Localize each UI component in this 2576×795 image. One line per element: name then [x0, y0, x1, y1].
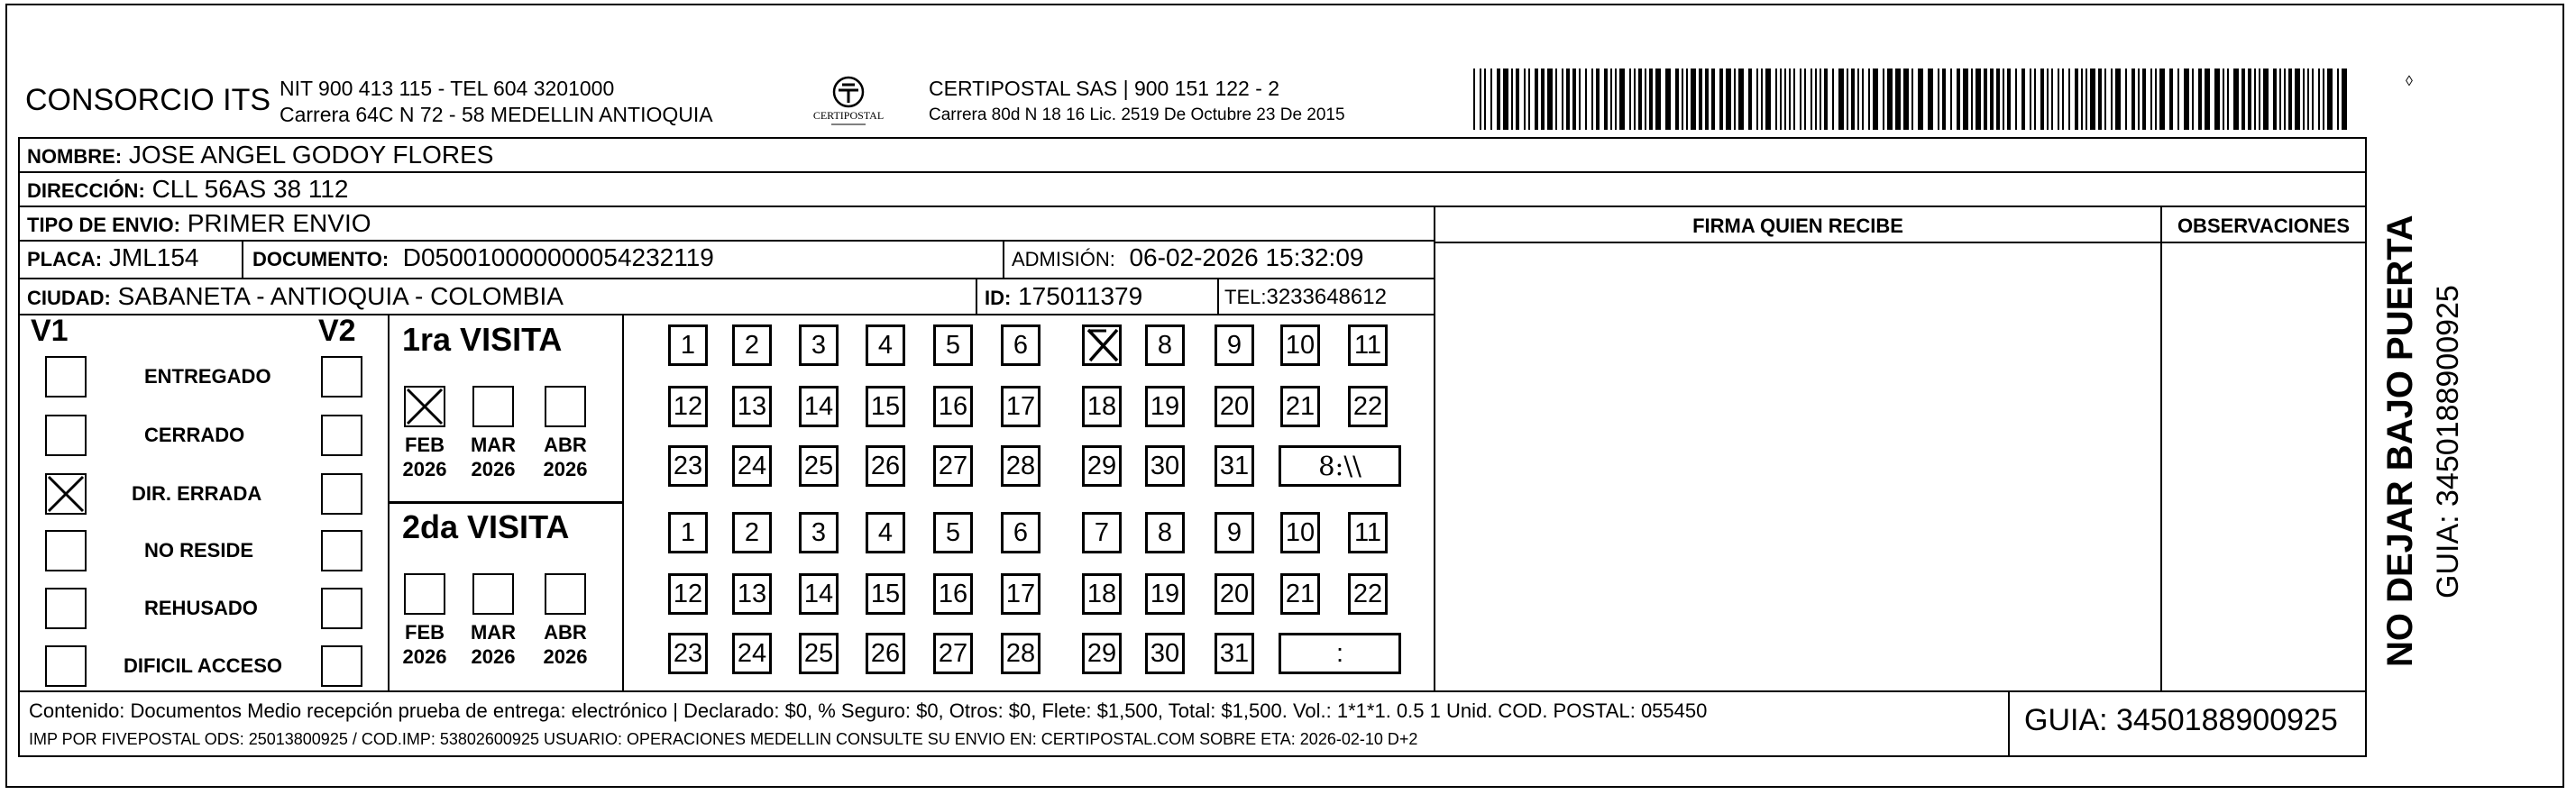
- barcode-bar: [1596, 69, 1600, 130]
- barcode-bar: [2034, 69, 2036, 130]
- v1-checkbox[interactable]: [45, 356, 87, 398]
- barcode-bar: [2223, 69, 2224, 130]
- barcode-bar: [1851, 69, 1855, 130]
- footer-imp-line: IMP POR FIVEPOSTAL ODS: 25013800925 / COD.IMP: 53802600925 USUARIO: OPERACIONES MEDELLIN CONSULTE SU ENVIO EN: CERTIPOSTAL.COM SOBRE ETA: 2026-02-10 D+2: [29, 730, 1418, 748]
- id-value: 175011379: [1018, 282, 1143, 310]
- no-dejar-text: NO DEJAR BAJO PUERTA: [2380, 215, 2420, 667]
- barcode-bar: [1555, 69, 1557, 130]
- barcode-bar: [1655, 69, 1661, 130]
- day-box[interactable]: 19: [1145, 386, 1185, 427]
- day-box[interactable]: 10: [1280, 324, 1320, 366]
- barcode-bar: [1738, 69, 1744, 130]
- barcode-bar: [1585, 69, 1587, 130]
- day-box[interactable]: 3: [799, 512, 839, 553]
- day-box[interactable]: 2: [732, 512, 772, 553]
- direccion-label: DIRECCIÓN:: [27, 179, 145, 202]
- barcode-bar: [1503, 69, 1508, 130]
- v1-header: V1: [31, 314, 69, 348]
- day-box[interactable]: 26: [866, 633, 905, 674]
- barcode-bar: [1990, 69, 1994, 130]
- day-box[interactable]: 12: [668, 386, 708, 427]
- tipo-value: PRIMER ENVIO: [187, 209, 371, 237]
- barcode-bar: [1579, 69, 1581, 130]
- ciudad-value: SABANETA - ANTIOQUIA - COLOMBIA: [117, 282, 564, 310]
- barcode-bar: [1535, 69, 1538, 130]
- day-box[interactable]: 16: [933, 386, 973, 427]
- barcode-bar: [1911, 69, 1913, 130]
- barcode-bar: [2312, 69, 2314, 130]
- status-label: DIFICIL ACCESO: [124, 654, 283, 677]
- barcode-bar: [1691, 69, 1696, 130]
- barcode-bar: [2279, 69, 2281, 130]
- barcode-bar: [1634, 69, 1636, 130]
- day-box[interactable]: 29: [1082, 445, 1122, 487]
- barcode-bar: [1780, 69, 1782, 130]
- barcode-bar: [1862, 69, 1864, 130]
- nombre-row: [18, 137, 2367, 173]
- day-box[interactable]: 13: [732, 573, 772, 615]
- v2-header: V2: [318, 314, 356, 348]
- day-box[interactable]: 17: [1001, 386, 1040, 427]
- day-box[interactable]: [1082, 324, 1122, 366]
- barcode-bar: [1748, 69, 1752, 130]
- barcode-bar: [1815, 69, 1817, 130]
- day-box[interactable]: 29: [1082, 633, 1122, 674]
- barcode-bar: [2337, 69, 2339, 130]
- ciudad-label: CIUDAD:: [27, 287, 111, 309]
- barcode-bar: [1604, 69, 1608, 130]
- barcode-bar: [2295, 69, 2300, 130]
- barcode-bar: [2131, 69, 2135, 130]
- barcode-bar: [2030, 69, 2031, 130]
- barcode-bar: [2205, 69, 2210, 130]
- barcode-bar: [1775, 69, 1777, 130]
- tel-value: 3233648612: [1266, 285, 1387, 309]
- month-checkbox[interactable]: [545, 573, 586, 615]
- tipo-row: [18, 206, 1435, 242]
- barcode-bar: [1857, 69, 1859, 130]
- month-label: MAR 2026: [470, 434, 517, 480]
- barcode-bar: [1793, 69, 1795, 130]
- x-mark-icon: [1085, 326, 1119, 364]
- time-box[interactable]: 8:\\: [1279, 445, 1401, 487]
- barcode-bar: [2125, 69, 2127, 130]
- barcode-bar: [1895, 69, 1901, 130]
- barcode-bar: [1638, 69, 1642, 130]
- placa-row: [18, 240, 1435, 279]
- barcode-bar: [2155, 69, 2157, 130]
- id-label: ID:: [985, 287, 1012, 309]
- barcode-bar: [2288, 69, 2292, 130]
- barcode-bar: [1789, 69, 1791, 130]
- barcode-bar: [2259, 69, 2260, 130]
- nombre-value: JOSE ANGEL GODOY FLORES: [128, 141, 494, 169]
- observaciones-header: OBSERVACIONES: [2162, 207, 2365, 243]
- day-box[interactable]: 24: [732, 445, 772, 487]
- barcode-bar: [1887, 69, 1893, 130]
- certipostal-logo: [810, 72, 887, 130]
- month-checkbox[interactable]: [545, 386, 586, 427]
- barcode-bar: [1957, 69, 1960, 130]
- tel-cell: [1219, 279, 1435, 315]
- footer-content-line: Contenido: Documentos Medio recepción prueba de entrega: electrónico | Declarado: $0, % Seguro: $0, Otros: $0, Flete: $1,500, Total: $1,500. Vol.: 1*1*1. 0.5 1 Unid. COD. POSTAL: 055450: [29, 699, 1708, 722]
- day-box[interactable]: 13: [732, 386, 772, 427]
- barcode-bar: [2058, 69, 2059, 130]
- day-box[interactable]: 24: [732, 633, 772, 674]
- barcode-bar: [1942, 69, 1946, 130]
- barcode-bar: [1800, 69, 1801, 130]
- day-box[interactable]: 10: [1280, 512, 1320, 553]
- barcode-bar: [1705, 69, 1709, 130]
- day-box[interactable]: 8: [1145, 512, 1185, 553]
- barcode-bar: [1541, 69, 1545, 130]
- day-box[interactable]: 23: [668, 445, 708, 487]
- day-box[interactable]: 22: [1348, 573, 1388, 615]
- day-box[interactable]: 19: [1145, 573, 1185, 615]
- company-info: [280, 76, 713, 128]
- admision-value: 06-02-2026 15:32:09: [1129, 243, 1364, 271]
- x-mark-icon: [47, 475, 85, 513]
- day-box[interactable]: 28: [1001, 445, 1040, 487]
- placa-cell: [20, 240, 243, 278]
- barcode-bar: [2021, 69, 2025, 130]
- barcode: [1471, 69, 2351, 130]
- barcode-bar: [2198, 69, 2202, 130]
- footer-box: [18, 690, 2367, 757]
- certipostal-line: CERTIPOSTAL SAS | 900 151 122 - 2: [929, 77, 1280, 100]
- column-divider: [2160, 242, 2162, 690]
- barcode-bar: [2227, 69, 2229, 130]
- month-label: ABR 2026: [543, 434, 588, 480]
- admision-label: ADMISIÓN:: [1012, 248, 1115, 270]
- day-box[interactable]: 31: [1215, 633, 1254, 674]
- logo-wordmark: CERTIPOSTAL: [812, 109, 885, 122]
- day-box[interactable]: 25: [799, 445, 839, 487]
- day-box[interactable]: 9: [1215, 324, 1254, 366]
- status-label: CERRADO: [144, 424, 245, 446]
- day-box[interactable]: 8: [1145, 324, 1185, 366]
- day-box[interactable]: 20: [1215, 573, 1254, 615]
- barcode-bar: [1528, 69, 1530, 130]
- barcode-bar: [1610, 69, 1612, 130]
- barcode-bar: [1699, 69, 1702, 130]
- barcode-bar: [1811, 69, 1812, 130]
- id-cell: [977, 279, 1219, 315]
- day-box[interactable]: 21: [1280, 573, 1320, 615]
- day-box[interactable]: 2: [732, 324, 772, 366]
- month-checkbox[interactable]: [404, 386, 445, 427]
- barcode-bar: [1682, 69, 1683, 130]
- day-box[interactable]: 5: [933, 324, 973, 366]
- barcode-bar: [1566, 69, 1570, 130]
- tipo-label: TIPO DE ENVIO:: [27, 214, 180, 236]
- certipostal-address: Carrera 80d N 18 16 Lic. 2519 De Octubre 23 De 2015: [929, 105, 1345, 124]
- firma-header: FIRMA QUIEN RECIBE: [1435, 207, 2162, 243]
- day-box[interactable]: 22: [1348, 386, 1388, 427]
- barcode-bar: [1820, 69, 1821, 130]
- v2-checkbox[interactable]: [321, 588, 362, 629]
- barcode-bar: [2047, 69, 2049, 130]
- day-box[interactable]: 31: [1215, 445, 1254, 487]
- day-box[interactable]: 6: [1001, 324, 1040, 366]
- direccion-row: [18, 171, 2367, 207]
- barcode-bar: [1918, 69, 1923, 130]
- day-box[interactable]: 20: [1215, 386, 1254, 427]
- barcode-bar: [1963, 69, 1968, 130]
- barcode-bar: [2051, 69, 2053, 130]
- day-box[interactable]: 28: [1001, 633, 1040, 674]
- day-box[interactable]: 30: [1145, 445, 1185, 487]
- barcode-bar: [1971, 69, 1973, 130]
- side-guia-text: GUIA: 3450188900925: [2431, 285, 2465, 599]
- barcode-bar: [1484, 69, 1486, 130]
- barcode-bar: [1928, 69, 1933, 130]
- barcode-bar: [2263, 69, 2269, 130]
- barcode-bar: [2342, 69, 2347, 130]
- day-box[interactable]: 7: [1082, 512, 1122, 553]
- barcode-bar: [2111, 69, 2113, 130]
- status-label: NO RESIDE: [144, 539, 254, 562]
- barcode-bar: [2015, 69, 2017, 130]
- month-checkbox[interactable]: [472, 386, 514, 427]
- admision-cell: [1003, 240, 1435, 278]
- barcode-bar: [1883, 69, 1884, 130]
- ciudad-row: [18, 278, 1435, 315]
- day-box[interactable]: 27: [933, 633, 973, 674]
- barcode-bar: [1619, 69, 1625, 130]
- barcode-bar: [1868, 69, 1870, 130]
- v2-checkbox[interactable]: [321, 645, 362, 687]
- barcode-bar: [1976, 69, 1981, 130]
- barcode-icon: [1471, 69, 2351, 130]
- barcode-bar: [1996, 69, 2000, 130]
- company-name: CONSORCIO ITS: [25, 83, 271, 117]
- month-label: ABR 2026: [543, 621, 588, 668]
- barcode-bar: [2075, 69, 2078, 130]
- nit-line: NIT 900 413 115 - TEL 604 3201000: [280, 77, 615, 100]
- barcode-bar: [2214, 69, 2220, 130]
- barcode-bar: [1675, 69, 1679, 130]
- day-box[interactable]: 4: [866, 512, 905, 553]
- certipostal-logo-icon: [810, 72, 887, 130]
- barcode-bar: [2307, 69, 2309, 130]
- barcode-bar: [1572, 69, 1576, 130]
- barcode-bar: [1591, 69, 1593, 130]
- barcode-bar: [1950, 69, 1952, 130]
- day-box[interactable]: 15: [866, 386, 905, 427]
- month-label: FEB 2026: [402, 621, 447, 668]
- barcode-bar: [2104, 69, 2106, 130]
- barcode-bar: [1649, 69, 1653, 130]
- barcode-bar: [2081, 69, 2083, 130]
- day-box[interactable]: 18: [1082, 573, 1122, 615]
- barcode-bar: [1665, 69, 1671, 130]
- barcode-bar: [1516, 69, 1519, 130]
- barcode-bar: [2003, 69, 2004, 130]
- barcode-bar: [1984, 69, 1987, 130]
- barcode-bar: [1784, 69, 1786, 130]
- barcode-bar: [2086, 69, 2087, 130]
- barcode-bar: [2318, 69, 2320, 130]
- ciudad-cell: [20, 279, 977, 315]
- visits-divider: [388, 501, 624, 504]
- barcode-bar: [1511, 69, 1513, 130]
- direccion-value: CLL 56AS 38 112: [151, 175, 349, 203]
- documento-cell: [245, 240, 1006, 278]
- barcode-bar: [1838, 69, 1844, 130]
- v1-checkbox[interactable]: [45, 530, 87, 571]
- documento-value: D050010000000054232119: [402, 243, 714, 271]
- day-box[interactable]: 5: [933, 512, 973, 553]
- day-box[interactable]: 18: [1082, 386, 1122, 427]
- day-box[interactable]: 14: [799, 573, 839, 615]
- barcode-bar: [2040, 69, 2044, 130]
- barcode-bar: [2115, 69, 2121, 130]
- barcode-bar: [2248, 69, 2251, 130]
- barcode-bar: [1490, 69, 1492, 130]
- day-box[interactable]: 26: [866, 445, 905, 487]
- barcode-bar: [1938, 69, 1939, 130]
- barcode-bar: [1726, 69, 1731, 130]
- visit-title: 2da VISITA: [402, 508, 570, 545]
- barcode-bar: [2233, 69, 2239, 130]
- barcode-bar: [1873, 69, 1878, 130]
- barcode-bar: [1645, 69, 1646, 130]
- month-checkbox[interactable]: [472, 573, 514, 615]
- footer-guia-box: GUIA: 3450188900925: [2008, 692, 2367, 757]
- barcode-bar: [2327, 69, 2333, 130]
- day-box[interactable]: 30: [1145, 633, 1185, 674]
- barcode-bar: [2273, 69, 2277, 130]
- barcode-bar: [2184, 69, 2189, 130]
- barcode-bar: [1480, 69, 1481, 130]
- barcode-bar: [2142, 69, 2146, 130]
- barcode-bar: [2159, 69, 2165, 130]
- placa-value: JML154: [108, 243, 199, 271]
- month-day-divider: [622, 314, 624, 692]
- barcode-bar: [1756, 69, 1758, 130]
- day-box[interactable]: 27: [933, 445, 973, 487]
- barcode-bar: [2284, 69, 2286, 130]
- v1-checkbox[interactable]: [45, 415, 87, 456]
- barcode-bar: [1473, 69, 1475, 130]
- barcode-bar: [1615, 69, 1617, 130]
- nombre-label: NOMBRE:: [27, 145, 123, 168]
- month-label: MAR 2026: [470, 621, 517, 668]
- day-box[interactable]: 14: [799, 386, 839, 427]
- v2-checkbox[interactable]: [321, 356, 362, 398]
- status-label: ENTREGADO: [144, 365, 271, 388]
- day-box[interactable]: 17: [1001, 573, 1040, 615]
- day-box[interactable]: 15: [866, 573, 905, 615]
- time-box[interactable]: :: [1279, 633, 1401, 674]
- status-label: REHUSADO: [144, 597, 258, 619]
- day-box[interactable]: 16: [933, 573, 973, 615]
- barcode-bar: [1824, 69, 1828, 130]
- barcode-bar: [2138, 69, 2140, 130]
- barcode-bar: [1711, 69, 1715, 130]
- barcode-bar: [2068, 69, 2070, 130]
- placa-label: PLACA:: [27, 248, 103, 270]
- day-box[interactable]: 1: [668, 324, 708, 366]
- day-box[interactable]: 23: [668, 633, 708, 674]
- barcode-bar: [1497, 69, 1500, 130]
- documento-label: DOCUMENTO:: [252, 248, 390, 270]
- barcode-bar: [2007, 69, 2011, 130]
- day-box[interactable]: 4: [866, 324, 905, 366]
- barcode-bar: [1903, 69, 1909, 130]
- day-box[interactable]: 11: [1348, 512, 1388, 553]
- barcode-bar: [1719, 69, 1723, 130]
- barcode-bar: [1847, 69, 1848, 130]
- barcode-bar: [2098, 69, 2102, 130]
- barcode-bar: [1686, 69, 1688, 130]
- barcode-bar: [2150, 69, 2152, 130]
- barcode-bar: [1832, 69, 1834, 130]
- barcode-bar: [2323, 69, 2324, 130]
- barcode-bar: [2090, 69, 2095, 130]
- certipostal-info: [929, 76, 1345, 128]
- barcode-bar: [1734, 69, 1736, 130]
- day-box[interactable]: 9: [1215, 512, 1254, 553]
- v2-checkbox[interactable]: [321, 530, 362, 571]
- month-checkbox[interactable]: [404, 573, 445, 615]
- visit-title: 1ra VISITA: [402, 321, 563, 358]
- barcode-bar: [2192, 69, 2194, 130]
- barcode-bar: [2241, 69, 2245, 130]
- status-label: DIR. ERRADA: [132, 482, 262, 505]
- v1-checkbox[interactable]: [45, 473, 87, 515]
- v2-checkbox[interactable]: [321, 473, 362, 515]
- barcode-bar: [2062, 69, 2064, 130]
- barcode-bar: [2169, 69, 2173, 130]
- day-box[interactable]: 12: [668, 573, 708, 615]
- tel-label: TEL:: [1224, 286, 1267, 308]
- signature-area: [1434, 206, 2367, 692]
- day-box[interactable]: 25: [799, 633, 839, 674]
- barcode-bar: [1804, 69, 1806, 130]
- v2-checkbox[interactable]: [321, 415, 362, 456]
- barcode-bar: [1524, 69, 1526, 130]
- v1-checkbox[interactable]: [45, 645, 87, 687]
- barcode-bar: [1629, 69, 1631, 130]
- day-box[interactable]: 6: [1001, 512, 1040, 553]
- address-line: Carrera 64C N 72 - 58 MEDELLIN ANTIOQUIA: [280, 103, 713, 126]
- day-box[interactable]: 1: [668, 512, 708, 553]
- barcode-bar: [2303, 69, 2305, 130]
- barcode-bar: [2254, 69, 2256, 130]
- x-mark-icon: [406, 388, 444, 425]
- barcode-bar: [1547, 69, 1553, 130]
- day-box[interactable]: 21: [1280, 386, 1320, 427]
- month-label: FEB 2026: [402, 434, 447, 480]
- barcode-bar: [1761, 69, 1763, 130]
- corner-mark: ◊: [2406, 74, 2413, 89]
- barcode-bar: [1765, 69, 1771, 130]
- v1-checkbox[interactable]: [45, 588, 87, 629]
- barcode-bar: [2177, 69, 2179, 130]
- barcode-bar: [1562, 69, 1563, 130]
- day-box[interactable]: 11: [1348, 324, 1388, 366]
- day-box[interactable]: 3: [799, 324, 839, 366]
